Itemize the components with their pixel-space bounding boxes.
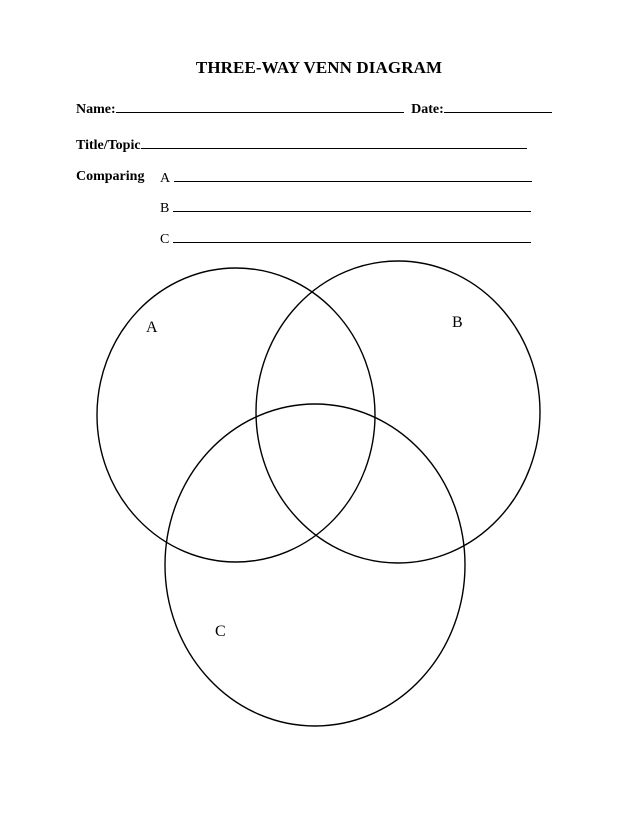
- compare-b-label: B: [160, 201, 170, 216]
- date-label: Date:: [411, 102, 444, 117]
- topic-label: Title/Topic: [76, 138, 141, 153]
- venn-circle-c[interactable]: [165, 404, 465, 726]
- venn-circle-a[interactable]: [97, 268, 375, 562]
- venn-label-a: A: [146, 319, 158, 336]
- compare-c-label: C: [160, 232, 170, 247]
- name-label: Name:: [76, 102, 116, 117]
- comparing-label: Comparing: [76, 169, 145, 184]
- compare-a-label: A: [160, 171, 171, 186]
- venn-circle-b[interactable]: [256, 261, 540, 563]
- page-title: THREE-WAY VENN DIAGRAM: [195, 58, 443, 77]
- venn-label-b: B: [452, 314, 463, 331]
- venn-label-c: C: [215, 623, 226, 640]
